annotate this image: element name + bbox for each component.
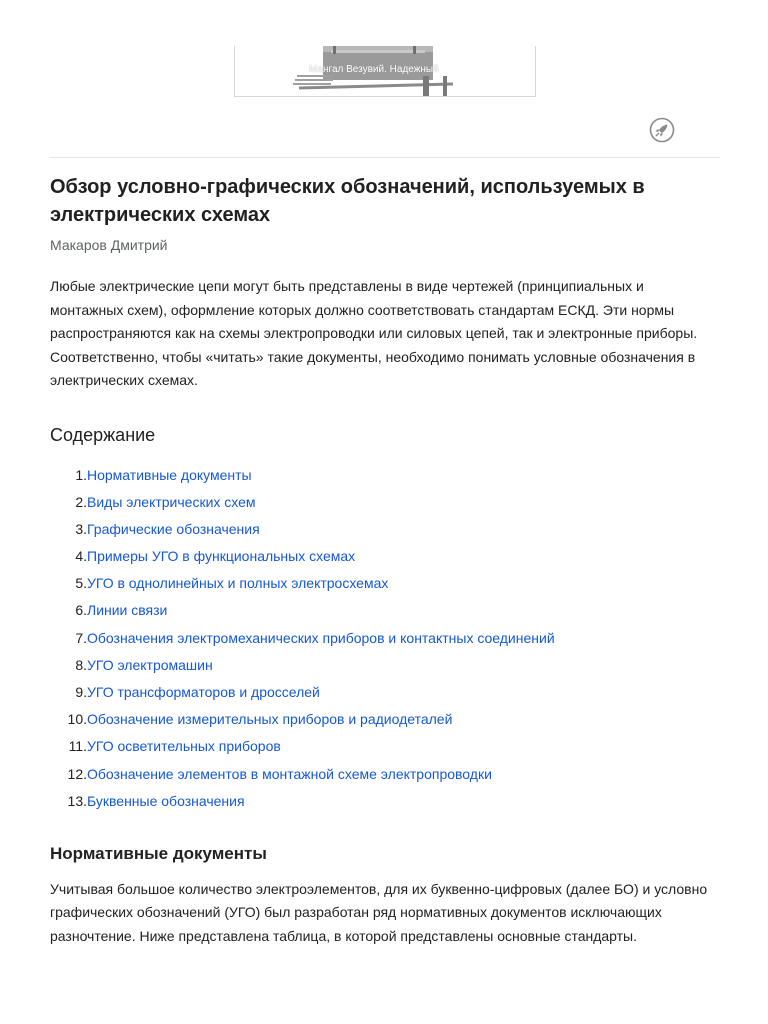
ad-banner[interactable] [234, 46, 536, 97]
toc-item-number: 8. [75, 656, 87, 673]
toc-item [50, 489, 720, 516]
toc-link-scheme-types[interactable]: Виды электрических схем [87, 493, 256, 510]
toc-item-number: 1. [75, 466, 87, 483]
toc-item [50, 543, 720, 570]
toc-item [50, 570, 720, 597]
toc-link-functional-examples[interactable]: Примеры УГО в функциональных схемах [87, 548, 356, 565]
article-intro: Любые электрические цепи могут быть представлены в виде чертежей (принципиальных и монтажных схем), оформление которых должно соответствовать стандартам ЕСКД. Эти нормы распространяются как на схемы электропроводки или силовых цепей, так и электронные приборы. Соответственно, чтобы «читать» такие документы, необходимо понимать условные обозначения в электрических схемах. [50, 278, 698, 388]
toc-item-number: 11. [68, 738, 87, 755]
toc-link-single-line-schemes[interactable]: УГО в однолинейных и полных электросхемах [87, 575, 389, 592]
toc-link-measuring-devices[interactable]: Обозначение измерительных приборов и радиодеталей [87, 711, 453, 728]
toc-item [50, 652, 720, 679]
rocket-icon[interactable] [648, 116, 676, 144]
toc-link-lighting-devices[interactable]: УГО осветительных приборов [87, 738, 281, 755]
ad-caption[interactable]: Мангал Везувий. Надежный [309, 64, 439, 75]
toc-item-number: 9. [75, 684, 87, 700]
toc-link-transformers[interactable]: УГО трансформаторов и дросселей [87, 684, 320, 700]
toc-heading: Содержание [50, 424, 156, 445]
toc-link-electromechanical-devices[interactable]: Обозначения электромеханических приборов и контактных соединений [87, 629, 555, 646]
toc-item [50, 706, 720, 733]
section-paragraph: Учитывая большое количество электроэлементов, для их буквенно-цифровых (далее БО) и условно графических обозначений (УГО) был разработан ряд нормативных документов исключающих разночтение. Ниже представлена таблица, в которой представлены основные стандарты. [50, 880, 708, 944]
article-author[interactable]: Макаров Дмитрий [50, 237, 168, 253]
toc-item-number: 2. [75, 493, 87, 510]
toc-link-letter-designations[interactable]: Буквенные обозначения [87, 792, 245, 809]
header-divider [49, 157, 720, 158]
toc-item [50, 597, 720, 624]
toc-link-electric-machines[interactable]: УГО электромашин [87, 656, 213, 673]
toc-item-number: 3. [75, 520, 87, 537]
toc-item [50, 462, 720, 489]
toc-link-normative-documents[interactable]: Нормативные документы [87, 466, 252, 483]
toc-item-number: 7. [75, 629, 87, 646]
toc-link-connection-lines[interactable]: Линии связи [87, 602, 168, 619]
toc-item [50, 733, 720, 760]
toc-item-number: 6. [75, 602, 87, 619]
toc-item [50, 761, 720, 788]
toc-item-number: 4. [75, 548, 87, 565]
section-heading: Нормативные документы [50, 843, 267, 863]
article [50, 173, 720, 948]
article-title: Обзор условно-графических обозначений, используемых в электрических схемах [50, 176, 645, 226]
toc-item [50, 679, 720, 706]
table-of-contents [50, 462, 720, 815]
toc-link-wiring-scheme-elements[interactable]: Обозначение элементов в монтажной схеме электропроводки [87, 765, 492, 782]
toc-item-number: 10. [67, 711, 87, 728]
toc-item [50, 788, 720, 815]
toc-item [50, 625, 720, 652]
toc-item [50, 516, 720, 543]
toc-item-number: 12. [67, 765, 87, 782]
toc-item-number: 5. [75, 575, 87, 592]
toc-link-graphic-symbols[interactable]: Графические обозначения [87, 520, 260, 537]
toc-item-number: 13. [67, 792, 87, 809]
